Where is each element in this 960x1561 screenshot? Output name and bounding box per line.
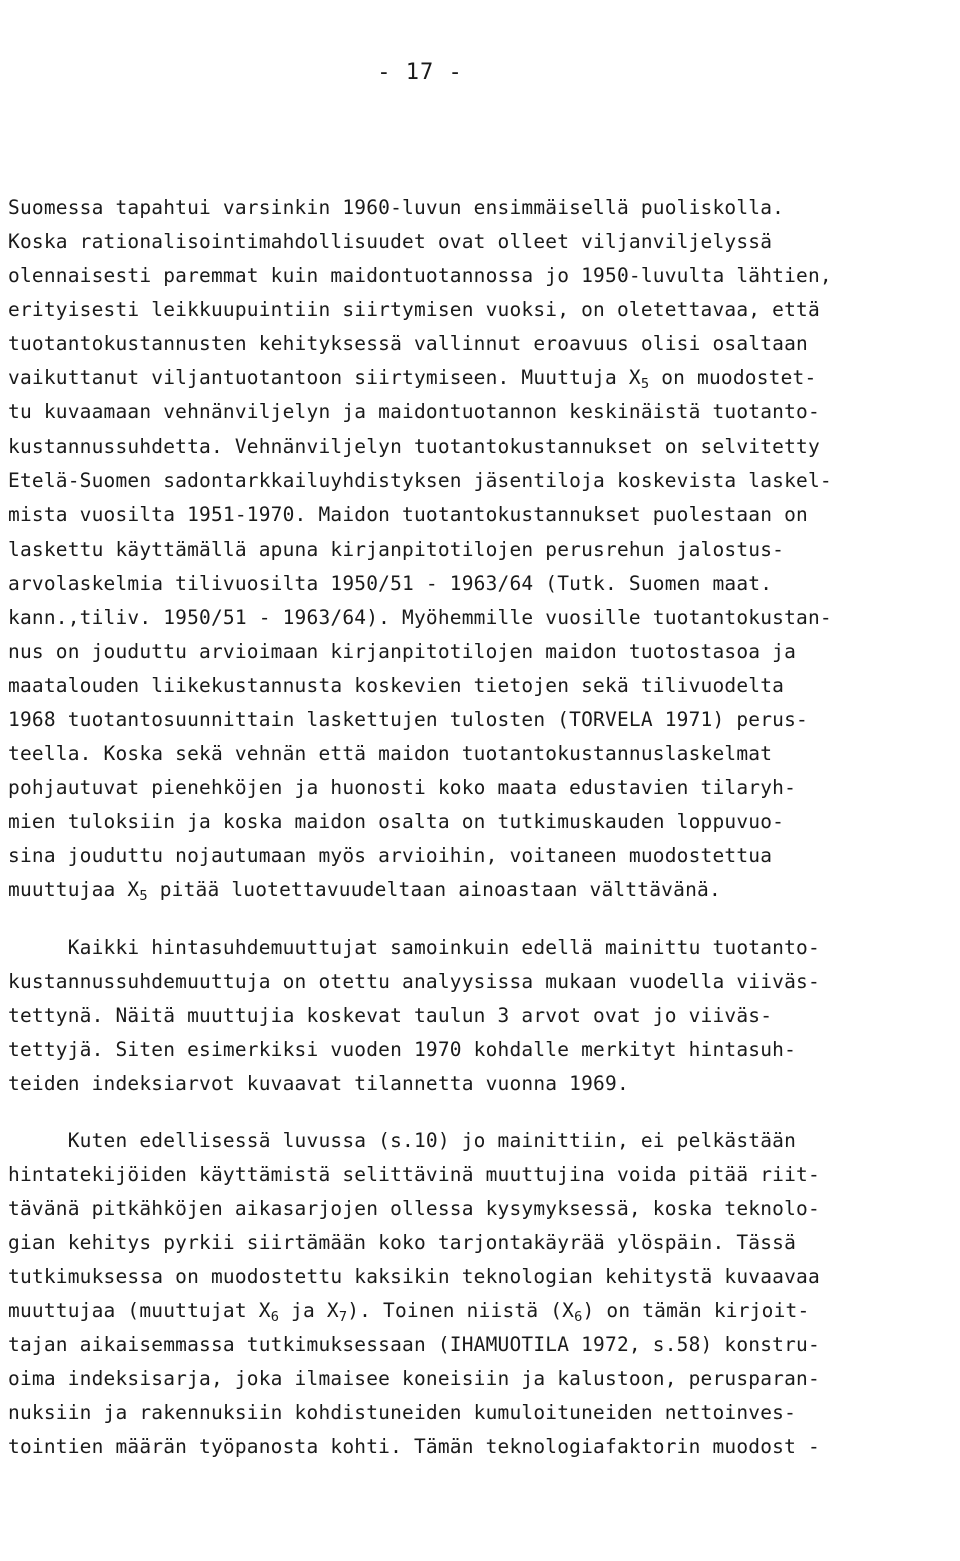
text-line: tettyjä. Siten esimerkiksi vuoden 1970 kohdalle merkityt hintasuh- xyxy=(8,1038,797,1061)
text-line: tettynä. Näitä muuttujia koskevat taulun 3 arvot ovat jo viiväs- xyxy=(8,1004,773,1027)
text-line: nus on jouduttu arvioimaan kirjanpitotilojen maidon tuotostasoa ja xyxy=(8,640,797,663)
text-line: laskettu käyttämällä apuna kirjanpitotilojen perusrehun jalostus- xyxy=(8,538,785,561)
text-line: tu kuvaamaan vehnänviljelyn ja maidontuotannon keskinäistä tuotanto- xyxy=(8,400,820,423)
text-line: maatalouden liikekustannusta koskevien tietojen sekä tilivuodelta xyxy=(8,674,785,697)
text-line: tutkimuksessa on muodostettu kaksikin teknologian kehitystä kuvaavaa xyxy=(8,1265,820,1288)
text-line: tointien määrän työpanosta kohti. Tämän teknologiafaktorin muodost - xyxy=(8,1435,820,1458)
text-line: mista vuosilta 1951-1970. Maidon tuotantokustannukset puolestaan on xyxy=(8,503,808,526)
text-line: tävänä pitkähköjen aikasarjojen ollessa kysymyksessä, koska teknolo- xyxy=(8,1197,820,1220)
text-line: vaikuttanut viljantuotantoon siirtymiseen. Muuttuja $X_5$ on muodostet- xyxy=(8,366,817,392)
text-line: kann.,tiliv. 1950/51 - 1963/64). Myöhemmille vuosille tuotantokustan- xyxy=(8,606,832,629)
text-line: tajan aikaisemmassa tutkimuksessaan (IHAMUOTILA 1972, s.58) konstru- xyxy=(8,1333,820,1356)
text-line: erityisesti leikkuupuintiin siirtymisen vuoksi, on oletettavaa, että xyxy=(8,298,820,321)
text-line: teiden indeksiarvot kuvaavat tilannetta vuonna 1969. xyxy=(8,1072,629,1095)
text-line: nuksiin ja rakennuksiin kohdistuneiden kumuloituneiden nettoinves- xyxy=(8,1401,797,1424)
text-line: muuttujaa $X_5$ pitää luotettavuudeltaan ainoastaan välttävänä. xyxy=(8,878,721,904)
page-number: - 17 - xyxy=(377,60,463,85)
text-line: olennaisesti paremmat kuin maidontuotannossa jo 1950-luvulta lähtien, xyxy=(8,264,832,287)
text-line: Kaikki hintasuhdemuuttujat samoinkuin edellä mainittu tuotanto- xyxy=(8,936,820,959)
text-line: tuotantokustannusten kehityksessä vallinnut eroavuus olisi osaltaan xyxy=(8,332,808,355)
text-line: gian kehitys pyrkii siirtämään koko tarjontakäyrää ylöspäin. Tässä xyxy=(8,1231,797,1254)
text-line: teella. Koska sekä vehnän että maidon tuotantokustannuslaskelmat xyxy=(8,742,773,765)
text-line: 1968 tuotantosuunnittain laskettujen tulosten (TORVELA 1971) perus- xyxy=(8,708,808,731)
text-line: arvolaskelmia tilivuosilta 1950/51 - 1963/64 (Tutk. Suomen maat. xyxy=(8,572,773,595)
text-line: pohjautuvat pienehköjen ja huonosti koko maata edustavien tilaryh- xyxy=(8,776,797,799)
text-line: Koska rationalisointimahdollisuudet ovat olleet viljanviljelyssä xyxy=(8,230,773,253)
text-line: Kuten edellisessä luvussa (s.10) jo mainittiin, ei pelkästään xyxy=(8,1129,797,1152)
text-line: muuttujaa (muuttujat $X_6$ ja $X_7$). Toinen niistä $(X_6)$ on tämän kirjoit- xyxy=(8,1299,810,1325)
text-line: hintatekijöiden käyttämistä selittävinä muuttujina voida pitää riit- xyxy=(8,1163,820,1186)
text-line: sina jouduttu nojautumaan myös arvioihin, voitaneen muodostettua xyxy=(8,844,773,867)
text-line: mien tuloksiin ja koska maidon osalta on tutkimuskauden loppuvuo- xyxy=(8,810,785,833)
text-line: kustannussuhdemuuttuja on otettu analyysissa mukaan vuodella viiväs- xyxy=(8,970,820,993)
text-line: Etelä-Suomen sadontarkkailuyhdistyksen jäsentiloja koskevista laskel- xyxy=(8,469,832,492)
text-line: Suomessa tapahtui varsinkin 1960-luvun ensimmäisellä puoliskolla. xyxy=(8,196,785,219)
text-line: kustannussuhdetta. Vehnänviljelyn tuotantokustannukset on selvitetty xyxy=(8,435,820,458)
text-line: oima indeksisarja, joka ilmaisee koneisiin ja kalustoon, perusparan- xyxy=(8,1367,820,1390)
